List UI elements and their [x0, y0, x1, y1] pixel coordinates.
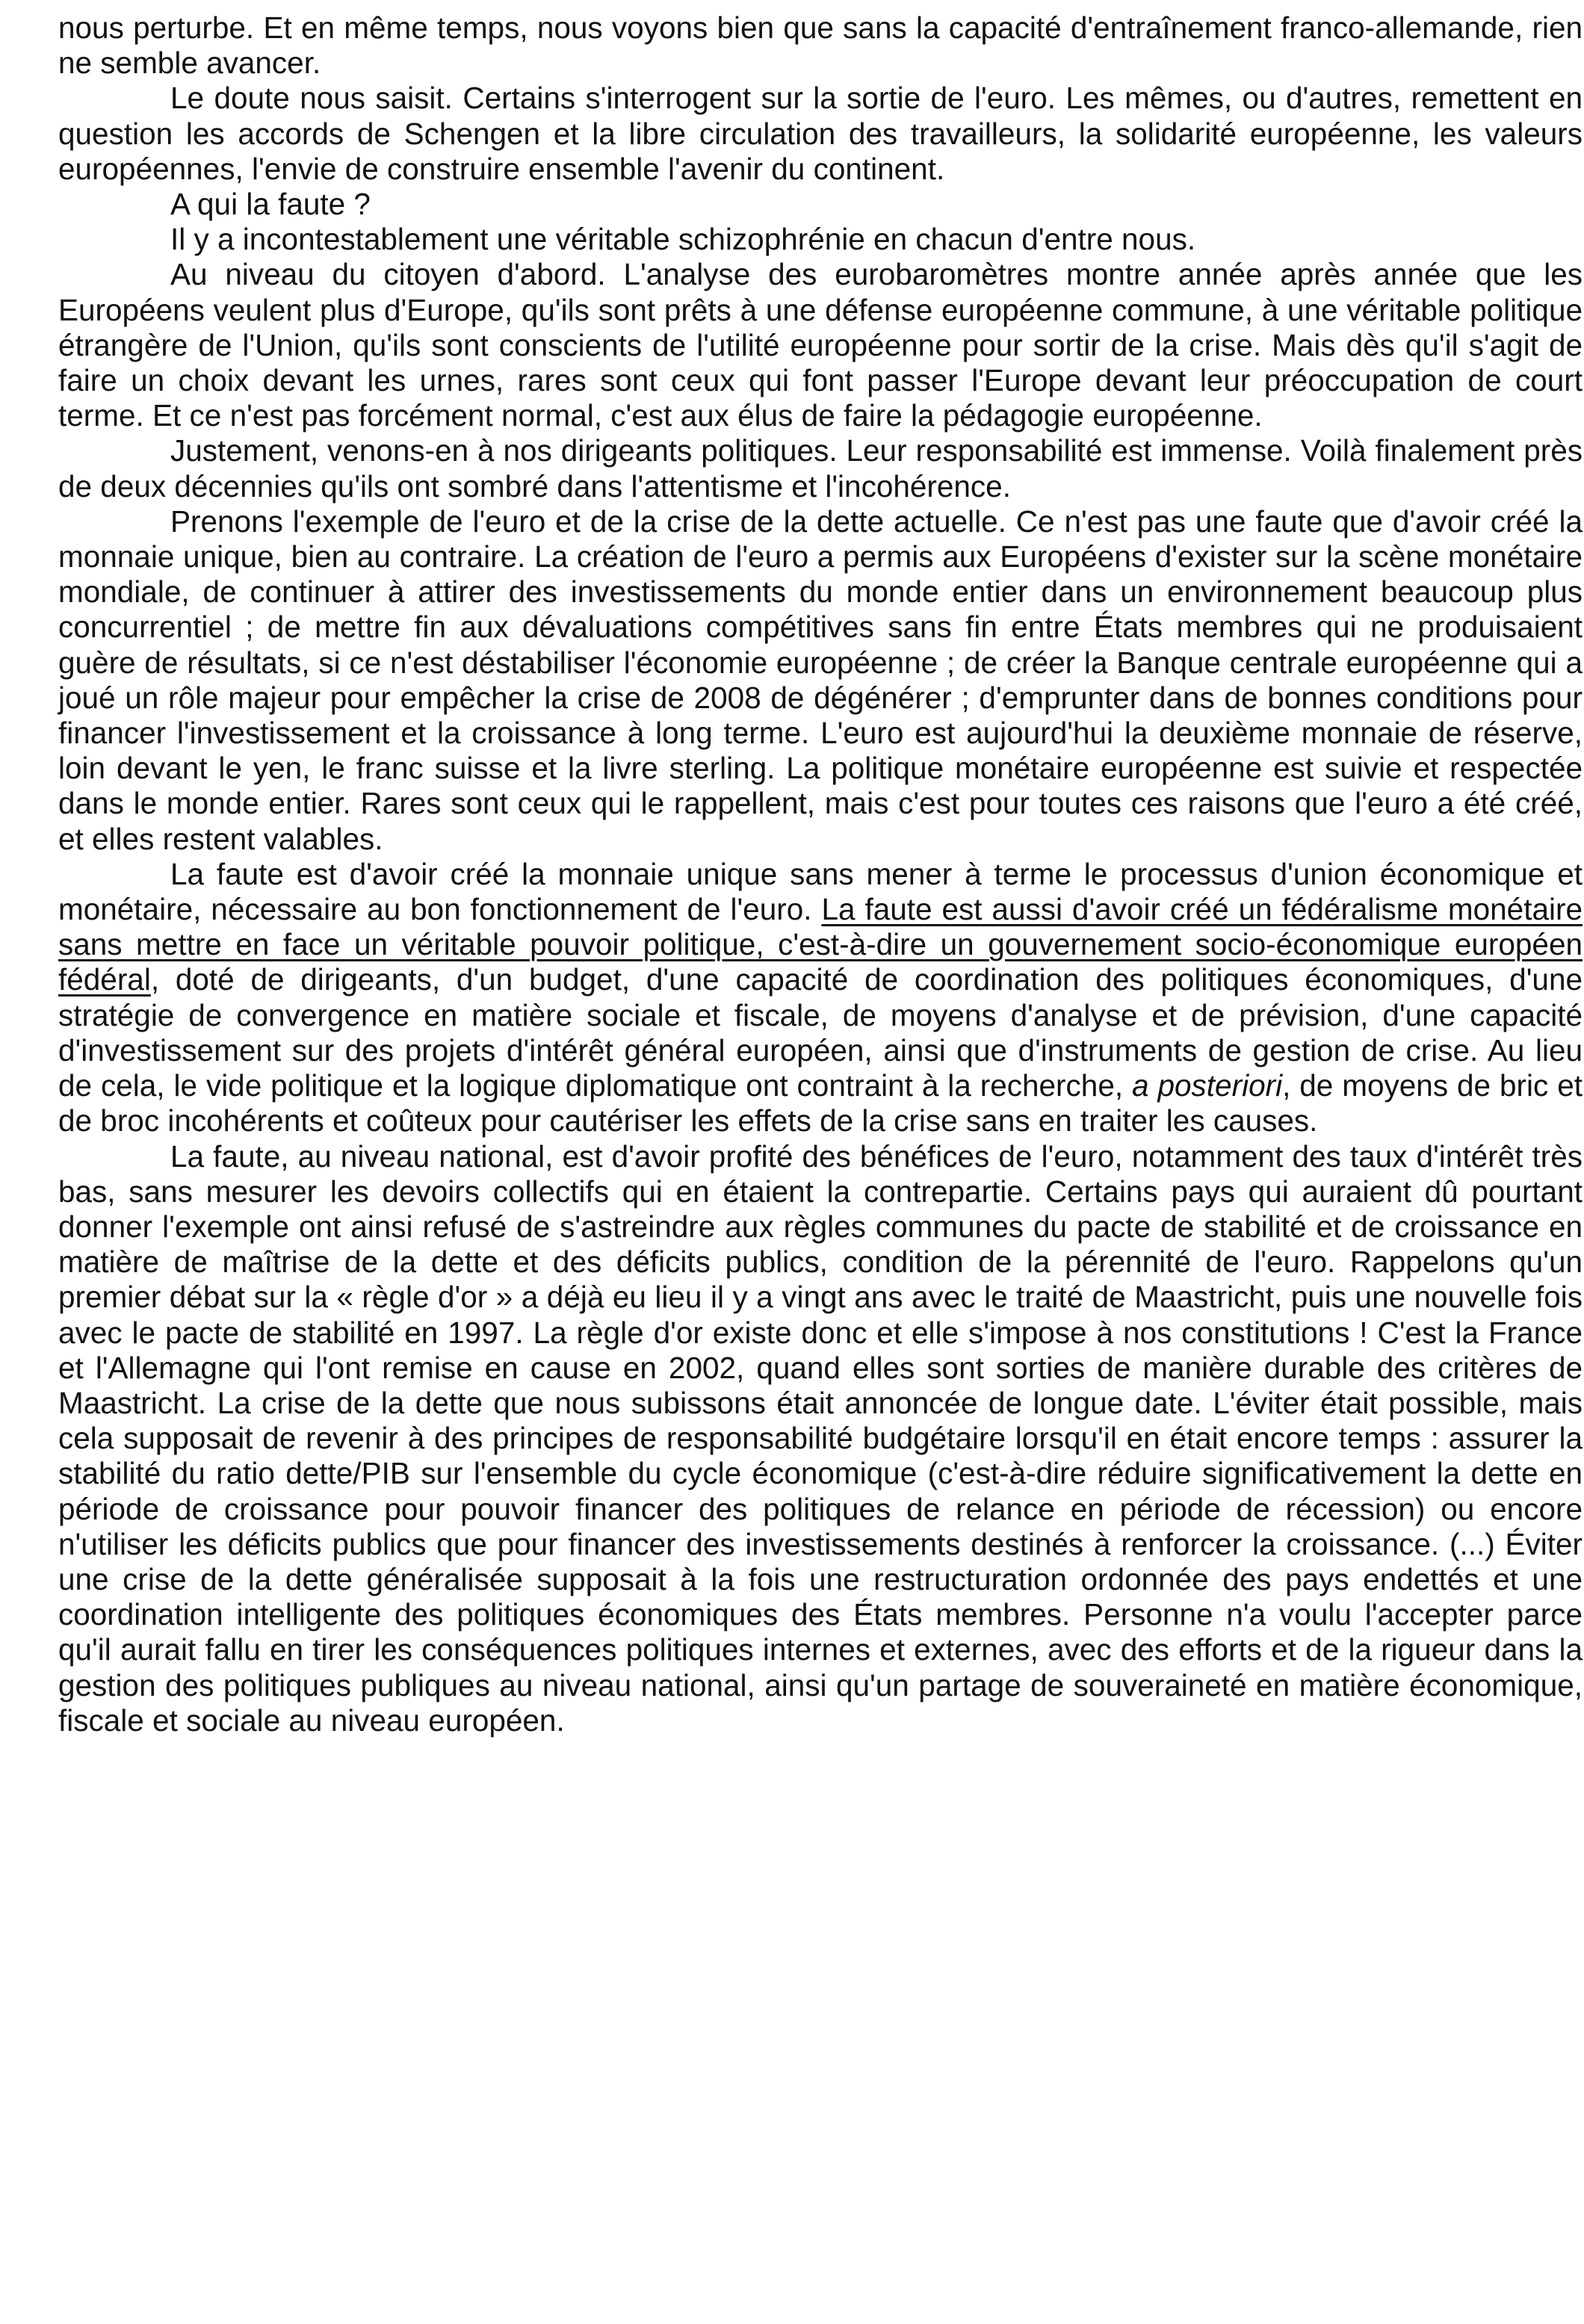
document-page: [58, 10, 1583, 1738]
paragraph-text-part-b: , doté de dirigeants, d'un budget, d'une capacité de coordination des politiques économiques, d'une stratégie de convergence en matière sociale et fiscale, de moyens d'analyse et de prévision, d'une capacité d'investissement sur des projets d'intérêt général européen, ainsi que d'instruments de gestion de crise. Au lieu de cela, le vide politique et la logique diplomatique ont contraint à la recherche,: [58, 962, 1583, 1103]
paragraph-text-part-c: , de moyens de bric et de broc incohérents et coûteux pour cautériser les effets de la crise sans en traiter les causes.: [58, 1068, 1583, 1138]
paragraph-question: A qui la faute ?: [170, 187, 371, 222]
paragraph-continuation: nous perturbe. Et en même temps, nous voyons bien que sans la capacité d'entraînement franco-allemande, rien ne semble avancer.: [58, 10, 1583, 81]
paragraph-text-part-a: La faute est d'avoir créé la monnaie unique sans mener à terme le processus d'union économique et monétaire, nécessaire au bon fonctionnement de l'euro.: [58, 856, 1583, 927]
paragraph-schizophrenia: Il y a incontestablement une véritable schizophrénie en chacun d'entre nous.: [170, 222, 1196, 257]
paragraph-euro-example: Prenons l'exemple de l'euro et de la crise de la dette actuelle. Ce n'est pas une faute que d'avoir créé la monnaie unique, bien au contraire. La création de l'euro a permis aux Européens d'exister sur la scène monétaire mondiale, de continuer à attirer des investissements du monde entier dans un environnement beaucoup plus concurrentiel ; de mettre fin aux dévaluations compétitives sans fin entre États membres qui ne produisaient guère de résultats, si ce n'est déstabiliser l'économie européenne ; de créer la Banque centrale européenne qui a joué un rôle majeur pour empêcher la crise de 2008 de dégénérer ; d'emprunter dans de bonnes conditions pour financer l'investissement et la croissance à long terme. L'euro est aujourd'hui la deuxième monnaie de réserve, loin devant le yen, le franc suisse et la livre sterling. La politique monétaire européenne est suivie et respectée dans le monde entier. Rares sont ceux qui le rappellent, mais c'est pour toutes ces raisons que l'euro a été créé, et elles restent valables.: [58, 503, 1583, 856]
italic-term: a posteriori: [1132, 1068, 1283, 1103]
underlined-passage: La faute est aussi d'avoir créé un fédéralisme monétaire sans mettre en face un véritable pouvoir politique, c'est-à-dire un gouvernement socio-économique européen fédéral: [58, 892, 1583, 997]
paragraph-national-fault: La faute, au niveau national, est d'avoir profité des bénéfices de l'euro, notamment des taux d'intérêt très bas, sans mesurer les devoirs collectifs qui en étaient la contrepartie. Certains pays qui auraient dû pourtant donner l'exemple ont ainsi refusé de s'astreindre aux règles communes du pacte de stabilité et de croissance en matière de maîtrise de la dette et des déficits publics, condition de la pérennité de l'euro. Rappelons qu'un premier débat sur la « règle d'or » a déjà eu lieu il y a vingt ans avec le traité de Maastricht, puis une nouvelle fois avec le pacte de stabilité en 1997. La règle d'or existe donc et elle s'impose à nos constitutions ! C'est la France et l'Allemagne qui l'ont remise en cause en 2002, quand elles sont sorties de manière durable des critères de Maastricht. La crise de la dette que nous subissons était annoncée de longue date. L'éviter était possible, mais cela supposait de revenir à des principes de responsabilité budgétaire lorsqu'il en était encore temps : assurer la stabilité du ratio dette/PIB sur l'ensemble du cycle économique (c'est-à-dire réduire significativement la dette en période de croissance pour pouvoir financer des politiques de relance en période de récession) ou encore n'utiliser les déficits publics que pour financer des investissements destinés à renforcer la croissance. (...) Éviter une crise de la dette généralisée supposait à la fois une restructuration ordonnée des pays endettés et une coordination intelligente des politiques économiques des États membres. Personne n'a voulu l'accepter parce qu'il aurait fallu en tirer les conséquences politiques internes et externes, avec des efforts et de la rigueur dans la gestion des politiques publiques au niveau national, ainsi qu'un partage de souveraineté en matière économique, fiscale et sociale au niveau européen.: [58, 1138, 1583, 1738]
paragraph-citizen: Au niveau du citoyen d'abord. L'analyse des eurobaromètres montre année après année que les Européens veulent plus d'Europe, qu'ils sont prêts à une défense européenne commune, à une véritable politique étrangère de l'Union, qu'ils sont conscients de l'utilité européenne pour sortir de la crise. Mais dès qu'il s'agit de faire un choix devant les urnes, rares sont ceux qui font passer l'Europe devant leur préoccupation de court terme. Et ce n'est pas forcément normal, c'est aux élus de faire la pédagogie européenne.: [58, 257, 1583, 433]
paragraph-leaders: Justement, venons-en à nos dirigeants politiques. Leur responsabilité est immense. Voilà finalement près de deux décennies qu'ils ont sombré dans l'attentisme et l'incohérence.: [58, 433, 1583, 503]
paragraph-doubt: Le doute nous saisit. Certains s'interrogent sur la sortie de l'euro. Les mêmes, ou d'autres, remettent en question les accords de Schengen et la libre circulation des travailleurs, la solidarité européenne, les valeurs européennes, l'envie de construire ensemble l'avenir du continent.: [58, 81, 1583, 186]
paragraph-monetary-union: [58, 857, 1583, 1139]
